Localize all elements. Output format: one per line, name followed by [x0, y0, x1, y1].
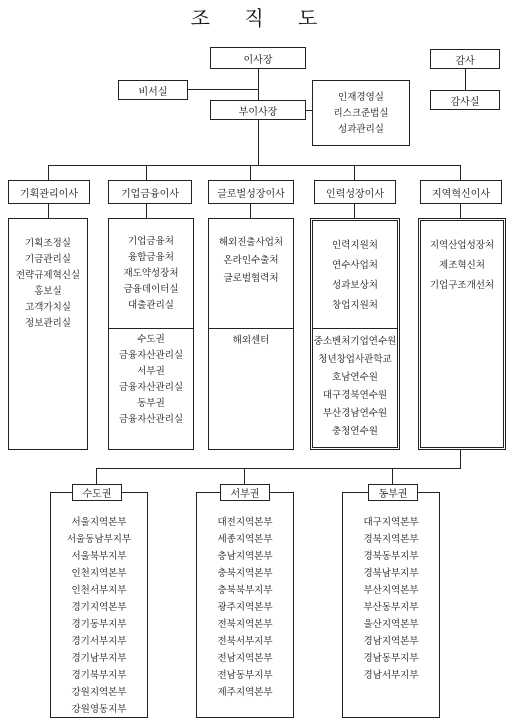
unit-item: 기획조정실	[25, 238, 71, 249]
ceo-box: 이사장	[210, 47, 306, 69]
sub-item: 금융자산관리실	[118, 414, 184, 425]
secretary-box: 비서실	[118, 80, 188, 100]
branch-item: 충북지역본부	[217, 568, 273, 579]
audit-connector	[465, 69, 466, 90]
unit-item: 홍보실	[34, 286, 62, 297]
talent-campus-list	[310, 333, 400, 441]
branch-item: 인천서부지부	[71, 585, 127, 596]
unit-item: 해외진출사업처	[218, 237, 284, 248]
division-units-planning	[8, 236, 88, 332]
unit-item: 정보관리실	[25, 318, 71, 329]
region-trunk	[460, 450, 461, 468]
unit-item: 금융데이터실	[123, 284, 179, 295]
vice-office: 성과관리실	[338, 124, 384, 135]
sub-item: 중소벤처기업연수원	[313, 336, 397, 347]
division-header: 기업금융이사	[108, 180, 192, 204]
vice-trunk	[258, 120, 259, 165]
unit-item: 기금관리실	[25, 254, 71, 265]
unit-item: 온라인수출처	[223, 255, 279, 266]
branch-item: 강원영동지부	[71, 704, 127, 715]
sub-item: 금융자산관리실	[118, 382, 184, 393]
audit-office-box: 감사실	[430, 90, 500, 110]
branch-item: 경기지역본부	[71, 602, 127, 613]
vice-box: 부이사장	[210, 100, 306, 120]
unit-item: 글로벌협력처	[223, 273, 279, 284]
vice-office: 리스크준법실	[333, 108, 389, 119]
ceo-trunk	[258, 69, 259, 100]
unit-item: 전략규제혁신실	[15, 270, 81, 281]
division-connector	[354, 204, 355, 218]
auditor-box: 감사	[430, 49, 500, 69]
finance-regional-list	[108, 332, 194, 428]
unit-item: 제조혁신처	[439, 260, 485, 271]
branch-item: 경남지역본부	[363, 636, 419, 647]
branch-item: 광주지역본부	[217, 602, 273, 613]
branch-item: 경북남부지부	[363, 568, 419, 579]
unit-item: 기업금융처	[128, 236, 174, 247]
division-units-global	[208, 234, 294, 288]
region-drop	[392, 468, 393, 484]
vice-office: 인재경영실	[338, 92, 384, 103]
region-drop	[244, 468, 245, 484]
division-drop	[250, 165, 251, 180]
unit-item: 지역산업성장처	[429, 240, 495, 251]
unit-item: 기업구조개선처	[429, 280, 495, 291]
branch-item: 전북서부지부	[217, 636, 273, 647]
branch-item: 세종지역본부	[217, 534, 273, 545]
vice-offices-list	[312, 90, 410, 138]
branch-item: 전북지역본부	[217, 619, 273, 630]
talent-divider	[313, 328, 397, 329]
branch-item: 경북동부지부	[363, 551, 419, 562]
division-header: 기획관리이사	[8, 180, 90, 204]
division-header: 인력성장이사	[314, 180, 396, 204]
branch-item: 강원지역본부	[71, 687, 127, 698]
sub-item: 청년창업사관학교	[318, 354, 392, 365]
sub-item: 동부권	[137, 398, 165, 409]
division-drop	[354, 165, 355, 180]
sub-item: 대구경북연수원	[322, 390, 388, 401]
branch-item: 충남지역본부	[217, 551, 273, 562]
branch-item: 대전지역본부	[217, 517, 273, 528]
unit-item: 성과보상처	[332, 280, 378, 291]
region-branches-east	[342, 514, 440, 684]
division-drop	[48, 165, 49, 180]
region-header: 수도권	[72, 484, 122, 501]
branch-item: 부산동부지부	[363, 602, 419, 613]
branch-item: 경기북부지부	[71, 670, 127, 681]
unit-item: 창업지원처	[332, 300, 378, 311]
sub-item: 호남연수원	[332, 372, 378, 383]
region-branches-west	[196, 514, 294, 701]
branch-item: 경기서부지부	[71, 636, 127, 647]
division-connector	[146, 204, 147, 218]
branch-item: 경기동부지부	[71, 619, 127, 630]
division-drop	[460, 165, 461, 180]
branch-item: 대구지역본부	[363, 517, 419, 528]
unit-item: 연수사업처	[332, 260, 378, 271]
branch-item: 부산지역본부	[363, 585, 419, 596]
unit-item: 인력지원처	[332, 240, 378, 251]
sub-item: 금융자산관리실	[118, 350, 184, 361]
region-header: 동부권	[368, 484, 418, 501]
branch-item: 경남동부지부	[363, 653, 419, 664]
branch-item: 경남서부지부	[363, 670, 419, 681]
division-header: 글로벌성장이사	[208, 180, 294, 204]
region-branches-capital	[50, 514, 148, 718]
division-drop	[146, 165, 147, 180]
region-bus	[96, 468, 461, 469]
branch-item: 서울북부지부	[71, 551, 127, 562]
branch-item: 인천지역본부	[71, 568, 127, 579]
region-drop	[96, 468, 97, 484]
branch-item: 제주지역본부	[217, 687, 273, 698]
branch-item: 울산지역본부	[363, 619, 419, 630]
finance-divider	[108, 328, 194, 329]
branch-item: 서울지역본부	[71, 517, 127, 528]
unit-item: 융합금융처	[128, 252, 174, 263]
unit-item: 재도약성장처	[123, 268, 179, 279]
secretary-connector	[188, 89, 258, 90]
unit-item: 고객가치실	[25, 302, 71, 313]
division-connector	[48, 204, 49, 218]
branch-item: 경북지역본부	[363, 534, 419, 545]
division-bus	[48, 165, 460, 166]
division-units-talent	[310, 236, 400, 316]
global-divider	[208, 328, 294, 329]
global-sub-list	[208, 333, 294, 349]
sub-item: 충청연수원	[332, 426, 378, 437]
branch-item: 서울동남부지부	[66, 534, 132, 545]
region-header: 서부권	[220, 484, 270, 501]
unit-item: 대출관리실	[128, 300, 174, 311]
sub-item: 서부권	[137, 366, 165, 377]
branch-item: 전남동부지부	[217, 670, 273, 681]
sub-item: 부산경남연수원	[322, 408, 388, 419]
sub-item: 해외센터	[232, 335, 270, 346]
branch-item: 충북북부지부	[217, 585, 273, 596]
division-connector	[460, 204, 461, 218]
division-header: 지역혁신이사	[420, 180, 502, 204]
chart-title: 조 직 도	[190, 6, 332, 30]
sub-item: 수도권	[137, 334, 165, 345]
branch-item: 전남지역본부	[217, 653, 273, 664]
division-units-regional	[418, 236, 506, 296]
branch-item: 경기남부지부	[71, 653, 127, 664]
division-units-finance	[108, 234, 194, 314]
division-connector	[250, 204, 251, 218]
